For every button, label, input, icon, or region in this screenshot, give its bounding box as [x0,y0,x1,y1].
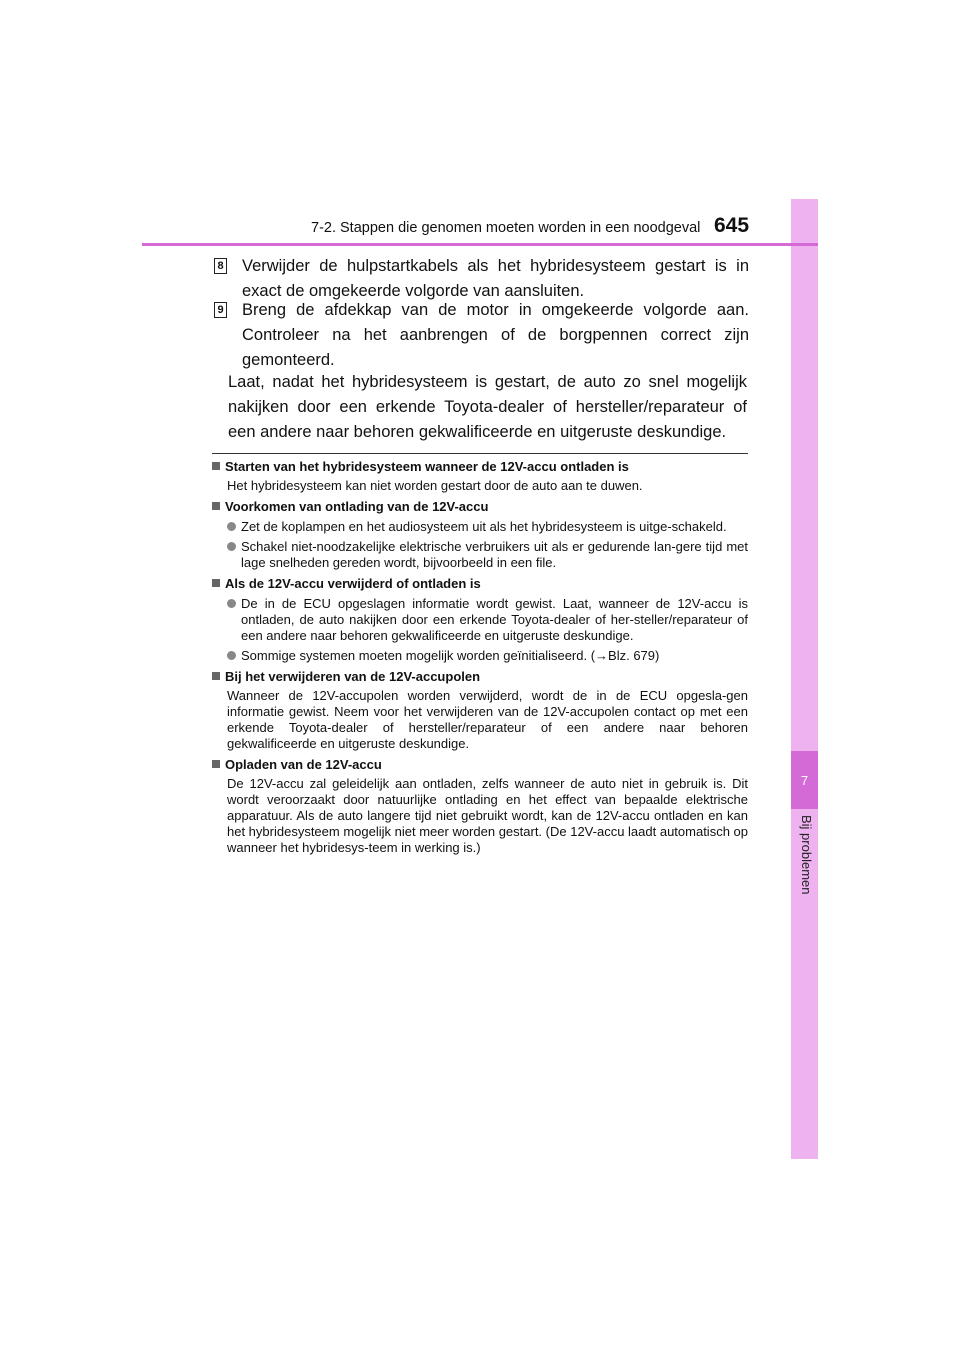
square-bullet-icon [212,462,220,470]
step-text: Breng de afdekkap van de motor in omgekeerde volgorde aan. Controleer na het aanbrengen of de borgpennen correct zijn gemonteerd. [242,301,749,369]
note-bullets [227,519,748,571]
page-number: 645 [714,214,750,237]
note-body: De 12V-accu zal geleidelijk aan ontladen, zelfs wanneer de auto niet in gebruik is. Dit wordt veroorzaakt door natuurlijke ontlading en het effect van bepaalde elektrische apparatuur. Als de auto langere tijd niet gebruikt wordt, kan de 12V-accu ontladen en kan het hybridesysteem mogelijk niet meer worden gestart. (De 12V-accu laadt automatisch op wanneer het hybridesys-teem in werking is.) [227,776,748,855]
note-heading [212,576,748,592]
bullet-dot-icon [227,542,236,551]
section-divider [212,453,748,454]
note-heading-text: Opladen van de 12V-accu [225,757,382,772]
step-8 [214,254,749,304]
note-heading [212,757,748,773]
list-item: Zet de koplampen en het audiosysteem uit als het hybridesysteem is uitge-schakeld. [227,519,748,535]
bullet-dot-icon [227,522,236,531]
page-reference-link: Sommige systemen moeten mogelijk worden geïnitialiseerd. (→Blz. 679) [241,648,660,663]
note-bullets [227,596,748,664]
instruction-paragraph: Laat, nadat het hybridesysteem is gestart, de auto zo snel mogelijk nakijken door een erkende Toyota-dealer of hersteller/reparateur of een andere naar behoren gekwalificeerde en uitgeruste deskundige. [228,373,747,441]
bullet-dot-icon [227,599,236,608]
note-body: Het hybridesysteem kan niet worden gestart door de auto aan te duwen. [227,478,643,493]
square-bullet-icon [212,579,220,587]
notes-section [212,459,748,856]
note-heading-text: Voorkomen van ontlading van de 12V-accu [225,499,489,514]
note-heading [212,459,748,475]
step-number-badge: 8 [214,258,227,274]
bullet-dot-icon [227,651,236,660]
note-heading-text: Als de 12V-accu verwijderd of ontladen is [225,576,481,591]
side-tab [791,199,818,1159]
note-heading [212,669,748,685]
chapter-number: 7 [800,772,809,788]
step-9 [214,298,749,373]
step-text: Verwijder de hulpstartkabels als het hybridesysteem gestart is in exact de omgekeerde volgorde van aansluiten. [242,257,749,300]
square-bullet-icon [212,502,220,510]
square-bullet-icon [212,672,220,680]
list-item [227,648,748,664]
chapter-title: Bij problemen [799,815,814,895]
list-item: Schakel niet-noodzakelijke elektrische verbruikers uit als er gedurende lan-gere tijd met lage snelheden gereden wordt, bijvoorbeeld in een file. [227,539,748,571]
list-item: De in de ECU opgeslagen informatie wordt gewist. Laat, wanneer de 12V-accu is ontladen, de auto nakijken door een erkende Toyota-dealer of her-steller/reparateur of een andere naar behoren gekwalificeerde en uitgeruste deskundige. [227,596,748,644]
note-heading-text: Bij het verwijderen van de 12V-accupolen [225,669,481,684]
header-divider [142,243,818,246]
note-heading-text: Starten van het hybridesysteem wanneer de 12V-accu ontladen is [225,459,629,474]
note-heading [212,499,748,515]
note-body: Wanneer de 12V-accupolen worden verwijderd, wordt de in de ECU opgesla-gen informatie gewist. Neem voor het verwijderen van de 12V-accupolen contact op met een erkende Toyota-dealer of hersteller/reparateur of een andere naar behoren gekwalificeerde en uitgeruste deskundige. [227,688,748,751]
step-number-badge: 9 [214,302,227,318]
section-title: 7-2. Stappen die genomen moeten worden in een noodgeval [311,220,701,236]
square-bullet-icon [212,760,220,768]
